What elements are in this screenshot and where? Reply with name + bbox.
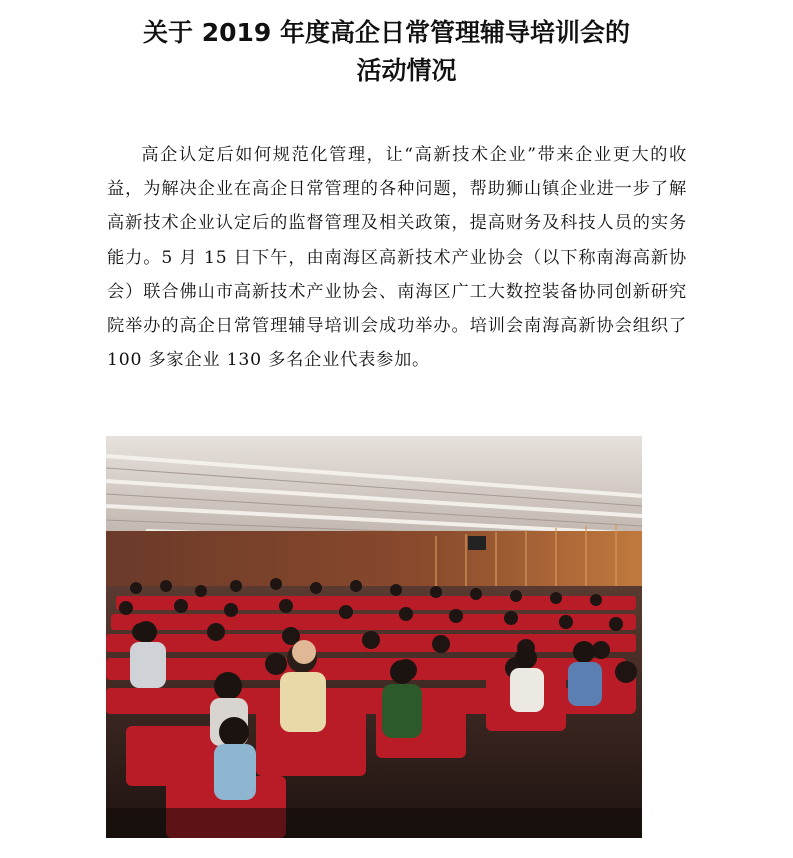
event-photo (106, 436, 642, 838)
auditorium-photo-illustration (106, 436, 642, 838)
wall-speaker (468, 536, 486, 550)
title-line-1: 关于 2019 年度高企日常管理辅导培训会的 (143, 18, 630, 47)
title-line-2: 活动情况 (356, 56, 457, 85)
body-paragraph: 高企认定后如何规范化管理，让“高新技术企业”带来企业更大的收益，为解决企业在高企日常管理的各种问题，帮助狮山镇企业进一步了解高新技术企业认定后的监督管理及相关政策，提高财务及科技人员的实务能力。5 月 15 日下午，由南海区高新技术产业协会（以下称南海高新协会）联合佛山市高新技术产业协会、南海区广工大数控装备协同创新研究院举办的高企日常管理辅导培训会成功举办。培训会南海高新协会组织了 100 多家企业 130 多名企业代表参加。 (107, 145, 687, 371)
page-title (0, 14, 793, 90)
floor-shadow (106, 808, 642, 838)
